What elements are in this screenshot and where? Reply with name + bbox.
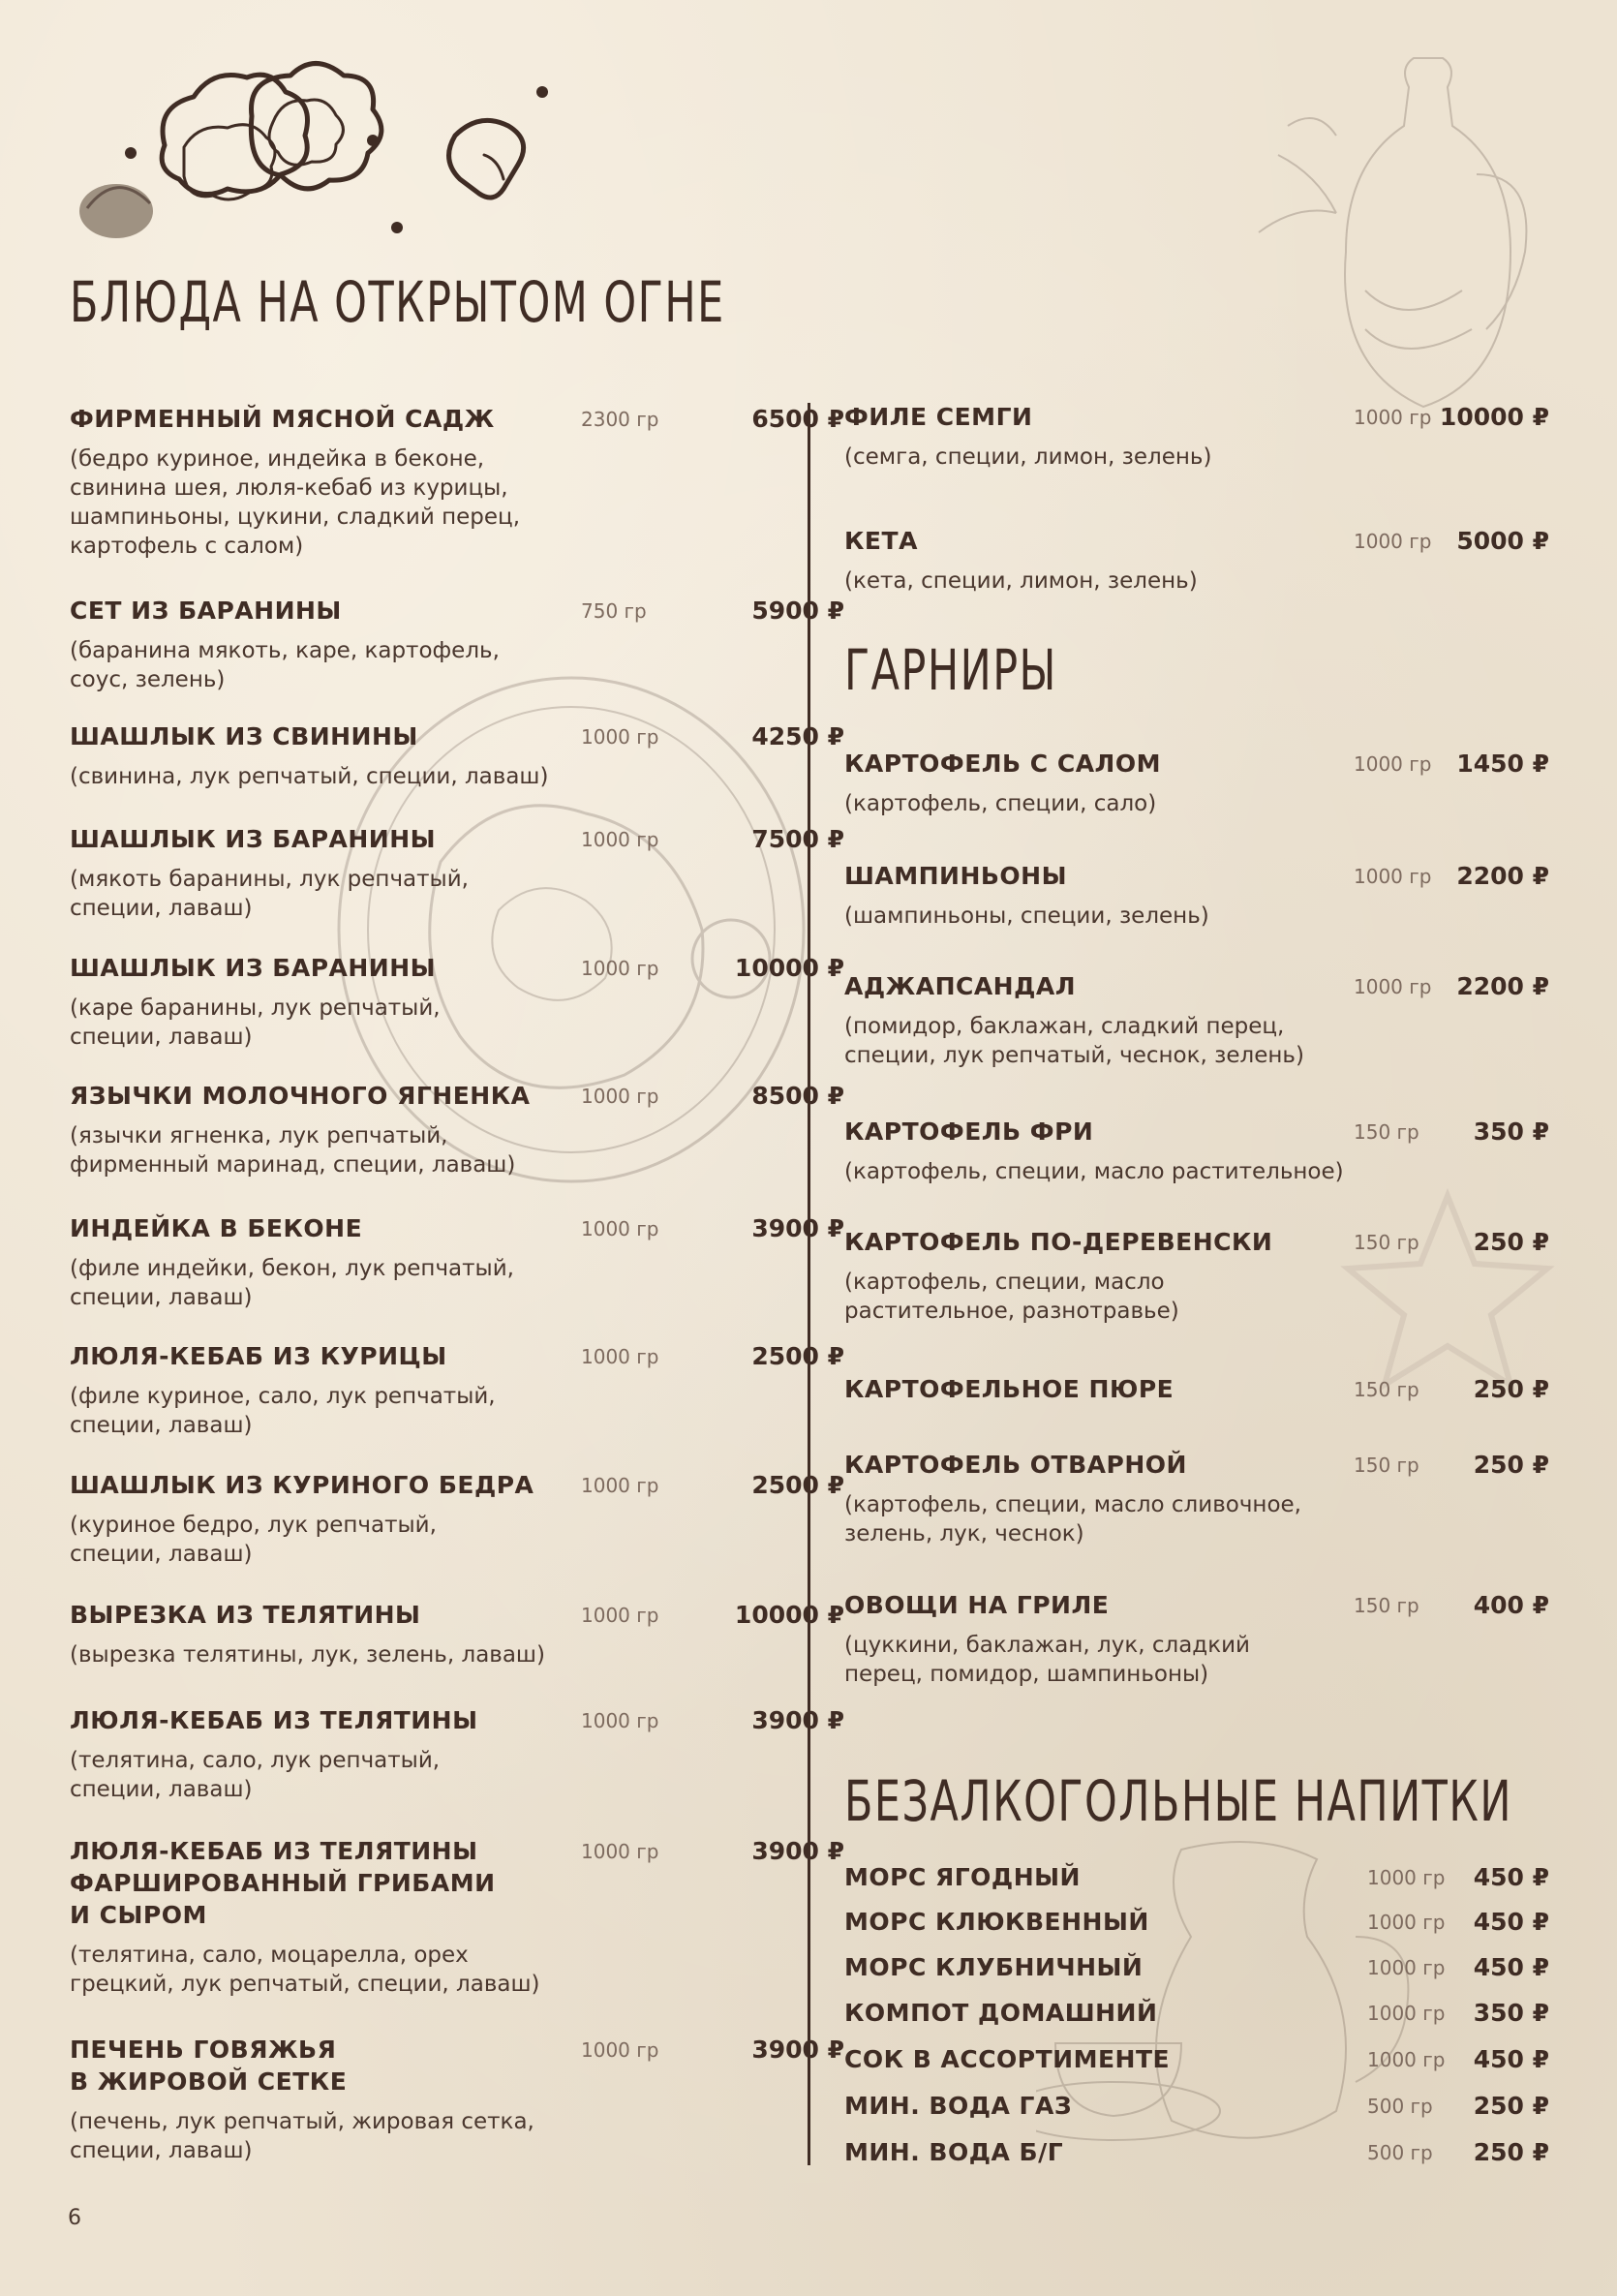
item-description: (помидор, баклажан, сладкий перец,: [844, 1014, 1285, 1039]
page-number: 6: [68, 2206, 81, 2230]
item-weight: 150 гр: [1354, 1231, 1419, 1254]
item-price: 2500 ₽: [751, 1342, 844, 1370]
item-description-block: [70, 994, 441, 1052]
item-weight: 2300 гр: [581, 408, 659, 431]
menu-item: [844, 401, 1549, 472]
item-description-block: [844, 789, 1161, 818]
item-weight: 1000 гр: [1354, 406, 1432, 429]
menu-item: [70, 952, 844, 1052]
item-name: ПЕЧЕНЬ ГОВЯЖЬЯ: [70, 2036, 337, 2064]
item-name: МИН. ВОДА ГАЗ: [844, 2092, 1073, 2120]
item-description: (филе куриное, сало, лук репчатый,: [70, 1384, 496, 1409]
item-price: 250 ₽: [1473, 2092, 1549, 2120]
grill-section-title: БЛЮДА НА ОТКРЫТОМ ОГНЕ: [70, 269, 725, 335]
item-price: 250 ₽: [1473, 1228, 1549, 1256]
item-description: специи, лаваш): [70, 1777, 253, 1802]
item-weight: 1000 гр: [581, 725, 659, 749]
item-name: КАРТОФЕЛЬНОЕ ПЮРЕ: [844, 1375, 1175, 1403]
item-description-block: [70, 1511, 534, 1569]
item-weight: 1000 гр: [581, 957, 659, 980]
item-price: 400 ₽: [1473, 1591, 1549, 1619]
item-description: (телятина, сало, лук репчатый,: [70, 1748, 441, 1773]
item-description: (свинина, лук репчатый, специи, лаваш): [70, 764, 549, 789]
item-price: 8500 ₽: [751, 1082, 844, 1110]
item-description-block: [844, 443, 1211, 472]
menu-item: [844, 1951, 1549, 1983]
item-price: 2200 ₽: [1456, 972, 1549, 1000]
item-weight: 1000 гр: [581, 1217, 659, 1240]
item-name: ШАШЛЫК ИЗ БАРАНИНЫ: [70, 825, 437, 853]
item-price: 2200 ₽: [1456, 862, 1549, 890]
item-description-block: [70, 1746, 478, 1804]
item-description-block: [70, 1382, 496, 1440]
item-name: И СЫРОМ: [70, 1901, 207, 1929]
item-price: 10000 ₽: [734, 954, 844, 982]
item-weight: 1000 гр: [1354, 975, 1432, 998]
item-description: специи, лаваш): [70, 896, 253, 921]
menu-item: [844, 1861, 1549, 1893]
item-description: соус, зелень): [70, 667, 226, 692]
item-description-block: [70, 865, 469, 923]
item-description: (куриное бедро, лук репчатый,: [70, 1513, 437, 1538]
item-name: АДЖАПСАНДАЛ: [844, 972, 1076, 1000]
item-weight: 1000 гр: [1354, 752, 1432, 776]
item-name: МИН. ВОДА Б/Г: [844, 2138, 1064, 2166]
item-name: МОРС КЛЮКВЕННЫЙ: [844, 1908, 1149, 1936]
item-weight: 1000 гр: [581, 1474, 659, 1497]
item-description: перец, помидор, шампиньоны): [844, 1662, 1209, 1687]
column-divider: [808, 403, 810, 2165]
item-weight: 1000 гр: [1354, 865, 1432, 888]
item-name: В ЖИРОВОЙ СЕТКЕ: [70, 2067, 348, 2096]
item-description: специи, лаваш): [70, 1542, 253, 1567]
item-name: ЛЮЛЯ-КЕБАБ ИЗ КУРИЦЫ: [70, 1342, 447, 1370]
menu-item: [844, 1116, 1549, 1186]
item-weight: 1000 гр: [581, 1604, 659, 1627]
item-weight: 1000 гр: [1367, 1956, 1446, 1979]
item-description: (картофель, специи, сало): [844, 791, 1157, 816]
item-price: 5000 ₽: [1456, 527, 1549, 555]
item-description: фирменный маринад, специи, лаваш): [70, 1152, 516, 1178]
menu-item: [844, 2090, 1549, 2122]
item-description: (телятина, сало, моцарелла, орех: [70, 1943, 469, 1968]
item-name: ШАШЛЫК ИЗ КУРИНОГО БЕДРА: [70, 1471, 534, 1499]
item-price: 3900 ₽: [751, 1706, 844, 1734]
item-name: ЛЮЛЯ-КЕБАБ ИЗ ТЕЛЯТИНЫ: [70, 1706, 478, 1734]
item-description: растительное, разнотравье): [844, 1299, 1179, 1324]
menu-item: [844, 2136, 1549, 2168]
item-price: 450 ₽: [1473, 1953, 1549, 1981]
item-description: специи, лаваш): [70, 1025, 253, 1050]
item-name: ФАРШИРОВАННЫЙ ГРИБАМИ: [70, 1869, 496, 1897]
item-weight: 1000 гр: [1367, 1866, 1446, 1889]
item-name: МОРС ЯГОДНЫЙ: [844, 1863, 1081, 1891]
item-name: ФИЛЕ СЕМГИ: [844, 403, 1033, 431]
item-description: (кета, специи, лимон, зелень): [844, 568, 1198, 594]
item-description-block: [844, 902, 1209, 931]
item-description: (мякоть баранины, лук репчатый,: [70, 867, 469, 892]
menu-item: [70, 595, 844, 694]
item-price: 7500 ₽: [751, 825, 844, 853]
item-price: 450 ₽: [1473, 1908, 1549, 1936]
item-description: (каре баранины, лук репчатый,: [70, 995, 441, 1021]
menu-item: [70, 1835, 844, 1999]
menu-item: [844, 1906, 1549, 1938]
item-weight: 1000 гр: [1354, 530, 1432, 553]
item-name: КЕТА: [844, 527, 918, 555]
item-price: 250 ₽: [1473, 2138, 1549, 2166]
item-description-block: [70, 636, 500, 694]
item-description-block: [844, 1268, 1272, 1326]
item-description: (картофель, специи, масло растительное): [844, 1159, 1344, 1184]
item-description: (баранина мякоть, каре, картофель,: [70, 638, 500, 663]
item-description-block: [844, 1490, 1301, 1548]
item-price: 450 ₽: [1473, 1863, 1549, 1891]
item-weight: 150 гр: [1354, 1594, 1419, 1617]
item-weight: 150 гр: [1354, 1454, 1419, 1477]
menu-item: [70, 823, 844, 923]
item-name: ШАШЛЫК ИЗ СВИНИНЫ: [70, 722, 418, 750]
item-price: 10000 ₽: [734, 1601, 844, 1629]
item-weight: 1000 гр: [581, 2038, 659, 2062]
menu-item: [844, 860, 1549, 931]
item-description: специи, лаваш): [70, 1413, 253, 1438]
garnish-section-title: ГАРНИРЫ: [844, 637, 1057, 703]
drinks-section-title: БЕЗАЛКОГОЛЬНЫЕ НАПИТКИ: [844, 1768, 1512, 1834]
item-description-block: [70, 1254, 514, 1312]
item-weight: 1000 гр: [1367, 2002, 1446, 2025]
menu-item: [70, 2034, 844, 2165]
menu-item: [70, 1599, 844, 1669]
item-price: 3900 ₽: [751, 1837, 844, 1865]
menu-item: [844, 970, 1549, 1070]
item-description-block: [70, 1121, 530, 1179]
menu-item: [844, 525, 1549, 596]
menu-item: [844, 1997, 1549, 2029]
item-weight: 150 гр: [1354, 1378, 1419, 1401]
item-weight: 750 гр: [581, 599, 647, 623]
menu-item: [844, 1373, 1549, 1405]
item-name: СОК В АССОРТИМЕНТЕ: [844, 2045, 1171, 2073]
item-description: (печень, лук репчатый, жировая сетка,: [70, 2109, 534, 2134]
menu-item: [70, 1469, 844, 1569]
item-weight: 1000 гр: [581, 1840, 659, 1863]
item-description: (цуккини, баклажан, лук, сладкий: [844, 1633, 1250, 1658]
item-price: 350 ₽: [1473, 1117, 1549, 1146]
item-price: 3900 ₽: [751, 1214, 844, 1242]
item-name: ЛЮЛЯ-КЕБАБ ИЗ ТЕЛЯТИНЫ: [70, 1837, 478, 1865]
item-description: (семга, специи, лимон, зелень): [844, 444, 1212, 470]
menu-item: [70, 1704, 844, 1804]
item-name: ШАМПИНЬОНЫ: [844, 862, 1068, 890]
item-price: 3900 ₽: [751, 2036, 844, 2064]
item-price: 10000 ₽: [1439, 403, 1549, 431]
item-weight: 1000 гр: [581, 1345, 659, 1368]
item-description-block: [844, 566, 1198, 596]
item-description: (картофель, специи, масло: [844, 1270, 1165, 1295]
item-weight: 500 гр: [1367, 2095, 1433, 2118]
item-weight: 500 гр: [1367, 2141, 1433, 2164]
item-price: 2500 ₽: [751, 1471, 844, 1499]
item-description: (бедро куриное, индейка в беконе,: [70, 446, 485, 472]
item-description: (картофель, специи, масло сливочное,: [844, 1492, 1301, 1517]
item-description: (шампиньоны, специи, зелень): [844, 903, 1209, 929]
item-price: 1450 ₽: [1456, 750, 1549, 778]
item-price: 450 ₽: [1473, 2045, 1549, 2073]
item-name: ОВОЩИ НА ГРИЛЕ: [844, 1591, 1110, 1619]
item-description-block: [70, 1941, 539, 1999]
item-name: МОРС КЛУБНИЧНЫЙ: [844, 1953, 1144, 1981]
item-description-block: [844, 1157, 1344, 1186]
menu-item: [844, 748, 1549, 818]
item-description-block: [844, 1631, 1250, 1689]
item-description-block: [70, 444, 520, 561]
item-description: свинина шея, люля-кебаб из курицы,: [70, 475, 508, 501]
item-name: КАРТОФЕЛЬ ОТВАРНОЙ: [844, 1451, 1187, 1479]
item-description: специи, лаваш): [70, 1285, 253, 1310]
item-name: ИНДЕЙКА В БЕКОНЕ: [70, 1214, 363, 1242]
item-description-block: [70, 1640, 545, 1669]
menu-item: [70, 403, 844, 561]
item-name: КАРТОФЕЛЬ ФРИ: [844, 1117, 1094, 1146]
item-description-block: [844, 1012, 1304, 1070]
item-name: ВЫРЕЗКА ИЗ ТЕЛЯТИНЫ: [70, 1601, 421, 1629]
item-name: КОМПОТ ДОМАШНИЙ: [844, 1999, 1158, 2027]
item-weight: 1000 гр: [581, 1709, 659, 1732]
item-weight: 1000 гр: [1367, 2048, 1446, 2071]
menu-item: [70, 1212, 844, 1312]
item-description-block: [70, 2107, 534, 2165]
menu-item: [70, 1080, 844, 1179]
item-price: 6500 ₽: [751, 405, 844, 433]
item-description: (язычки ягненка, лук репчатый,: [70, 1123, 448, 1148]
item-name: КАРТОФЕЛЬ ПО-ДЕРЕВЕНСКИ: [844, 1228, 1273, 1256]
menu-item: [844, 2043, 1549, 2075]
item-description-block: [70, 762, 548, 791]
item-name: ШАШЛЫК ИЗ БАРАНИНЫ: [70, 954, 437, 982]
item-price: 5900 ₽: [751, 597, 844, 625]
menu-item: [70, 1340, 844, 1440]
item-weight: 1000 гр: [581, 828, 659, 851]
item-weight: 1000 гр: [581, 1085, 659, 1108]
menu-item: [844, 1449, 1549, 1548]
menu-item: [844, 1226, 1549, 1326]
item-price: 350 ₽: [1473, 1999, 1549, 2027]
item-description: зелень, лук, чеснок): [844, 1521, 1084, 1546]
item-name: КАРТОФЕЛЬ С САЛОМ: [844, 750, 1161, 778]
item-price: 250 ₽: [1473, 1375, 1549, 1403]
item-weight: 1000 гр: [1367, 1911, 1446, 1934]
item-description: картофель с салом): [70, 534, 304, 559]
item-description: специи, лук репчатый, чеснок, зелень): [844, 1043, 1304, 1068]
item-description: (филе индейки, бекон, лук репчатый,: [70, 1256, 514, 1281]
item-description: грецкий, лук репчатый, специи, лаваш): [70, 1972, 540, 1997]
item-weight: 150 гр: [1354, 1120, 1419, 1144]
item-price: 4250 ₽: [751, 722, 844, 750]
item-description: (вырезка телятины, лук, зелень, лаваш): [70, 1642, 545, 1668]
item-name: ЯЗЫЧКИ МОЛОЧНОГО ЯГНЕНКА: [70, 1082, 531, 1110]
item-price: 250 ₽: [1473, 1451, 1549, 1479]
item-description: специи, лаваш): [70, 2138, 253, 2163]
menu-item: [70, 720, 844, 791]
item-description: шампиньоны, цукини, сладкий перец,: [70, 505, 521, 530]
item-name: ФИРМЕННЫЙ МЯСНОЙ САДЖ: [70, 405, 495, 433]
menu-item: [844, 1589, 1549, 1689]
item-name: СЕТ ИЗ БАРАНИНЫ: [70, 597, 342, 625]
